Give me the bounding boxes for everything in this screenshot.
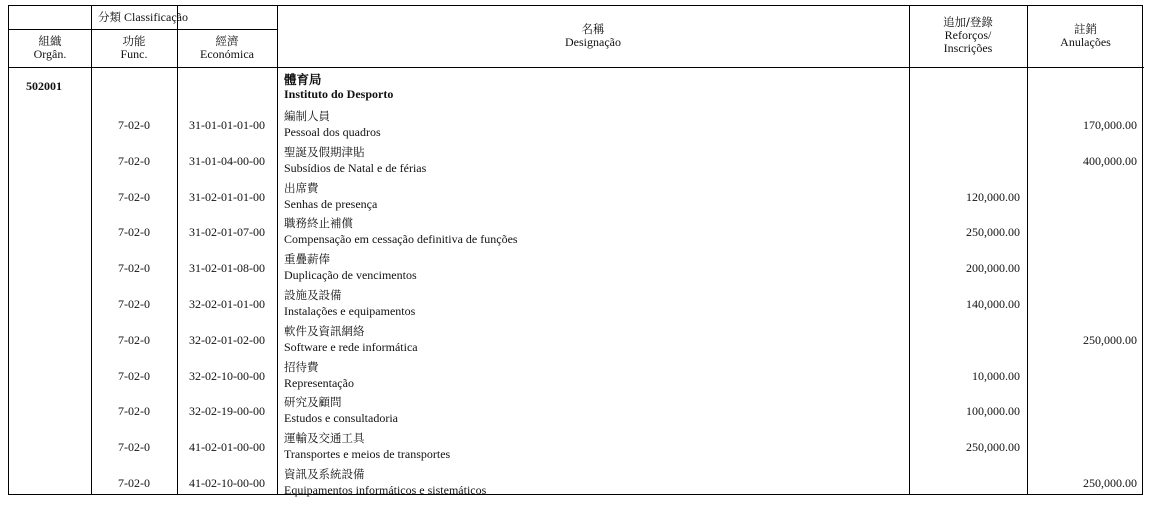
func-code: 7-02-0 <box>118 189 150 204</box>
header-cancellations <box>1027 23 1144 49</box>
cancellation-amount: 250,000.00 <box>1083 476 1137 490</box>
designation-zh: 職務終止補償 <box>284 216 353 231</box>
header-cancellations-pt: Anulações <box>1060 35 1111 49</box>
designation-zh: 研究及顧問 <box>284 395 342 410</box>
table-row <box>9 432 1144 468</box>
designation-zh: 招待費 <box>284 359 319 374</box>
reinforcement-amount: 10,000.00 <box>972 368 1020 383</box>
designation-zh: 運輸及交通工具 <box>284 431 365 446</box>
table-row <box>9 468 1144 504</box>
budget-table <box>8 5 1143 495</box>
table-row <box>9 325 1144 361</box>
table-row <box>9 396 1144 432</box>
economic-code: 32-02-10-00-00 <box>189 368 265 383</box>
designation-zh: 設施及設備 <box>284 288 342 302</box>
func-code: 7-02-0 <box>118 404 150 419</box>
header-economic <box>177 35 277 61</box>
table-row <box>9 146 1144 182</box>
table-row <box>9 110 1144 146</box>
designation-pt: Software e rede informática <box>284 339 418 354</box>
header-designation <box>277 23 909 49</box>
economic-code: 32-02-01-01-00 <box>189 297 265 311</box>
table-row <box>9 182 1144 218</box>
header-func <box>91 35 177 61</box>
table-row <box>9 289 1144 325</box>
header-organ <box>9 35 91 61</box>
reinforcement-amount: 250,000.00 <box>966 225 1020 240</box>
header-cancellations-zh: 註銷 <box>1074 22 1097 36</box>
economic-code: 32-02-01-02-00 <box>189 332 265 347</box>
func-code: 7-02-0 <box>118 476 150 490</box>
header-func-pt: Func. <box>120 47 148 61</box>
economic-code: 41-02-01-00-00 <box>189 440 265 455</box>
func-code: 7-02-0 <box>118 261 150 276</box>
reinforcement-amount: 200,000.00 <box>966 261 1020 276</box>
reinforcement-amount: 100,000.00 <box>966 404 1020 419</box>
header-organ-pt: Orgân. <box>33 47 67 61</box>
designation-pt: Estudos e consultadoria <box>284 411 398 426</box>
designation-pt: Pessoal dos quadros <box>284 125 381 139</box>
header-reinforcements-pt2: Inscrições <box>943 41 993 55</box>
economic-code: 31-02-01-07-00 <box>189 225 265 240</box>
designation-pt: Subsídios de Natal e de férias <box>284 160 427 175</box>
header-designation-pt: Designação <box>565 35 621 49</box>
header-economic-zh: 經濟 <box>215 34 239 48</box>
designation-pt: Compensação em cessação definitiva de funções <box>284 232 518 247</box>
func-code: 7-02-0 <box>118 225 150 240</box>
reinforcement-amount: 140,000.00 <box>966 297 1020 311</box>
organ-name-zh: 體育局 <box>284 72 322 87</box>
cancellation-amount: 400,000.00 <box>1083 153 1137 168</box>
header-bottom-rule <box>9 67 1144 68</box>
func-code: 7-02-0 <box>118 118 150 132</box>
header-organ-zh: 組織 <box>38 34 62 48</box>
table-row <box>9 217 1144 253</box>
designation-zh: 資訊及系統設備 <box>284 467 365 481</box>
designation-pt: Duplicação de vencimentos <box>284 268 417 283</box>
economic-code: 31-01-01-01-00 <box>189 118 265 132</box>
designation-zh: 重疊薪俸 <box>284 252 330 267</box>
economic-code: 41-02-10-00-00 <box>189 476 265 490</box>
header-divider <box>9 29 277 30</box>
header-economic-pt: Económica <box>200 47 254 61</box>
header-func-zh: 功能 <box>122 34 146 48</box>
header-classification <box>9 11 277 24</box>
designation-pt: Equipamentos informáticos e sistemáticos <box>284 483 487 497</box>
reinforcement-amount: 120,000.00 <box>966 189 1020 204</box>
designation-pt: Instalações e equipamentos <box>284 304 416 318</box>
designation-pt: Representação <box>284 375 354 390</box>
designation-zh: 軟件及資訊網絡 <box>284 323 365 338</box>
func-code: 7-02-0 <box>118 297 150 311</box>
func-code: 7-02-0 <box>118 332 150 347</box>
header-reinforcements-pt1: Reforços/ <box>944 28 992 42</box>
cancellation-amount: 250,000.00 <box>1083 332 1137 347</box>
func-code: 7-02-0 <box>118 440 150 455</box>
table-row <box>9 361 1144 397</box>
economic-code: 32-02-19-00-00 <box>189 404 265 419</box>
func-code: 7-02-0 <box>118 368 150 383</box>
header-reinforcements-zh: 追加/登錄 <box>943 15 993 29</box>
table-row <box>9 253 1144 289</box>
designation-pt: Transportes e meios de transportes <box>284 447 451 462</box>
organ-name-pt: Instituto do Desporto <box>284 87 394 101</box>
header-classification-zh: 分類 <box>98 10 121 24</box>
economic-code: 31-01-04-00-00 <box>189 153 265 168</box>
designation-pt: Senhas de presença <box>284 196 378 211</box>
header-reinforcements <box>909 16 1027 55</box>
organ-code: 502001 <box>26 79 62 93</box>
cancellation-amount: 170,000.00 <box>1083 118 1137 132</box>
func-code: 7-02-0 <box>118 153 150 168</box>
header-classification-pt: Classificação <box>124 10 188 24</box>
reinforcement-amount: 250,000.00 <box>966 440 1020 455</box>
designation-zh: 編制人員 <box>284 109 330 123</box>
header-designation-zh: 名稱 <box>581 22 605 36</box>
economic-code: 31-02-01-08-00 <box>189 261 265 276</box>
economic-code: 31-02-01-01-00 <box>189 189 265 204</box>
designation-zh: 出席費 <box>284 180 319 195</box>
designation-zh: 聖誕及假期津貼 <box>284 144 365 159</box>
